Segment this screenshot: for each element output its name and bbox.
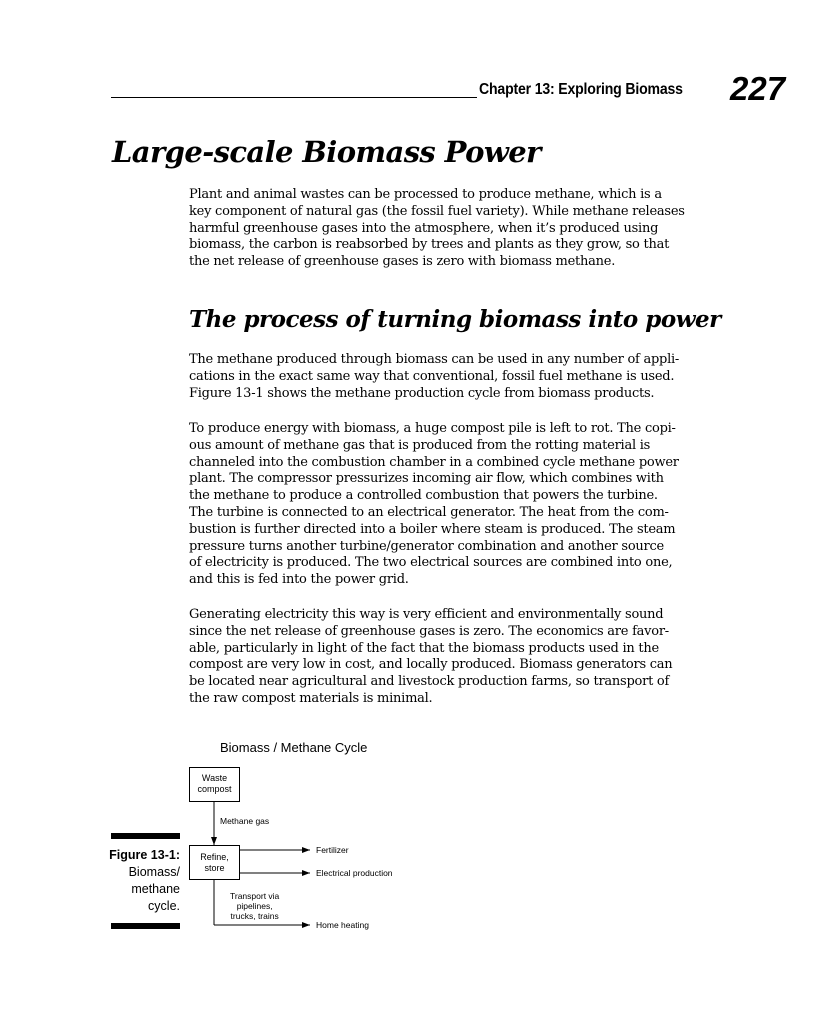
header-rule [111, 97, 477, 98]
methane-gas-label [220, 816, 269, 826]
text-line: the net release of greenhouse gases is zero with biomass methane. [189, 254, 616, 270]
diagram-label: Electrical production [316, 868, 393, 878]
home-heating-label [316, 920, 369, 930]
caption-rule-top [111, 833, 180, 839]
diagram-label: Home heating [316, 920, 369, 930]
text-line: be located near agricultural and livestock production farms, so transport of [189, 674, 670, 690]
text-line: the raw compost materials is minimal. [189, 690, 433, 706]
figure-label: Figure 13-1: [109, 848, 180, 862]
text-line: pressure turns another turbine/generator combination and another source [189, 538, 664, 554]
text-line: and this is fed into the power grid. [189, 572, 409, 588]
text-line: ous amount of methane gas that is produced from the rotting material is [189, 437, 651, 453]
diagram-label: Transport via [230, 891, 280, 901]
section-heading: Large-scale Biomass Power [112, 135, 541, 169]
caption-line: Biomass/ [128, 865, 180, 879]
text-line: channeled into the combustion chamber in a combined cycle methane power [189, 454, 679, 470]
text-line: key component of natural gas (the fossil fuel variety). While methane releases [189, 203, 685, 219]
box-text: Refine, [200, 852, 229, 862]
figure-caption [100, 847, 180, 915]
waste-compost-box [189, 767, 240, 802]
body-paragraph-2 [189, 421, 709, 589]
electrical-production-label [316, 868, 393, 878]
intro-paragraph [189, 187, 709, 271]
chapter-title: Chapter 13: Exploring Biomass [479, 81, 683, 98]
text-line: able, particularly in light of the fact that the biomass products used in the [189, 640, 659, 656]
text-line: the methane to produce a controlled combustion that powers the turbine. [189, 488, 658, 504]
text-line: The methane produced through biomass can be used in any number of appli- [189, 352, 680, 367]
box-text: Waste [201, 773, 228, 783]
text-line: compost are very low in cost, and locally produced. Biomass generators can [189, 657, 673, 673]
figure-title: Biomass / Methane Cycle [220, 740, 368, 755]
refine-store-box [189, 845, 240, 880]
diagram-label: Fertilizer [316, 845, 349, 855]
diagram-label: Methane gas [220, 816, 270, 826]
body-paragraph-3 [189, 607, 709, 708]
text-line: harmful greenhouse gases into the atmosphere, when it’s produced using [189, 220, 659, 236]
caption-line: cycle. [148, 899, 180, 913]
text-line: The turbine is connected to an electrical generator. The heat from the com- [189, 504, 669, 520]
text-line: plant. The compressor pressurizes incoming air flow, which combines with [189, 471, 664, 487]
text-line: of electricity is produced. The two electrical sources are combined into one, [189, 555, 673, 571]
caption-line: methane [131, 882, 180, 896]
subsection-heading: The process of turning biomass into power [189, 306, 721, 333]
text-line: Figure 13-1 shows the methane production cycle from biomass products. [189, 385, 655, 401]
fertilizer-label [316, 845, 349, 855]
box-text: compost [197, 784, 232, 794]
caption-rule-bottom [111, 923, 180, 929]
text-line: bustion is further directed into a boiler where steam is produced. The steam [189, 521, 676, 537]
diagram-label: pipelines, [236, 901, 273, 911]
transport-label [230, 891, 279, 921]
text-line: biomass, the carbon is reabsorbed by trees and plants as they grow, so that [189, 237, 670, 253]
text-line: cations in the exact same way that conventional, fossil fuel methane is used. [189, 368, 675, 384]
box-text: store [204, 863, 225, 873]
body-paragraph-1 [189, 352, 709, 402]
text-line: Generating electricity this way is very efficient and environmentally sound [189, 607, 664, 622]
page-number: 227 [730, 70, 786, 107]
text-line: since the net release of greenhouse gases is zero. The economics are favor- [189, 623, 669, 639]
text-line: To produce energy with biomass, a huge compost pile is left to rot. The copi- [189, 421, 676, 436]
text-line: Plant and animal wastes can be processed to produce methane, which is a [189, 187, 662, 202]
diagram-label: trucks, trains [230, 911, 279, 921]
